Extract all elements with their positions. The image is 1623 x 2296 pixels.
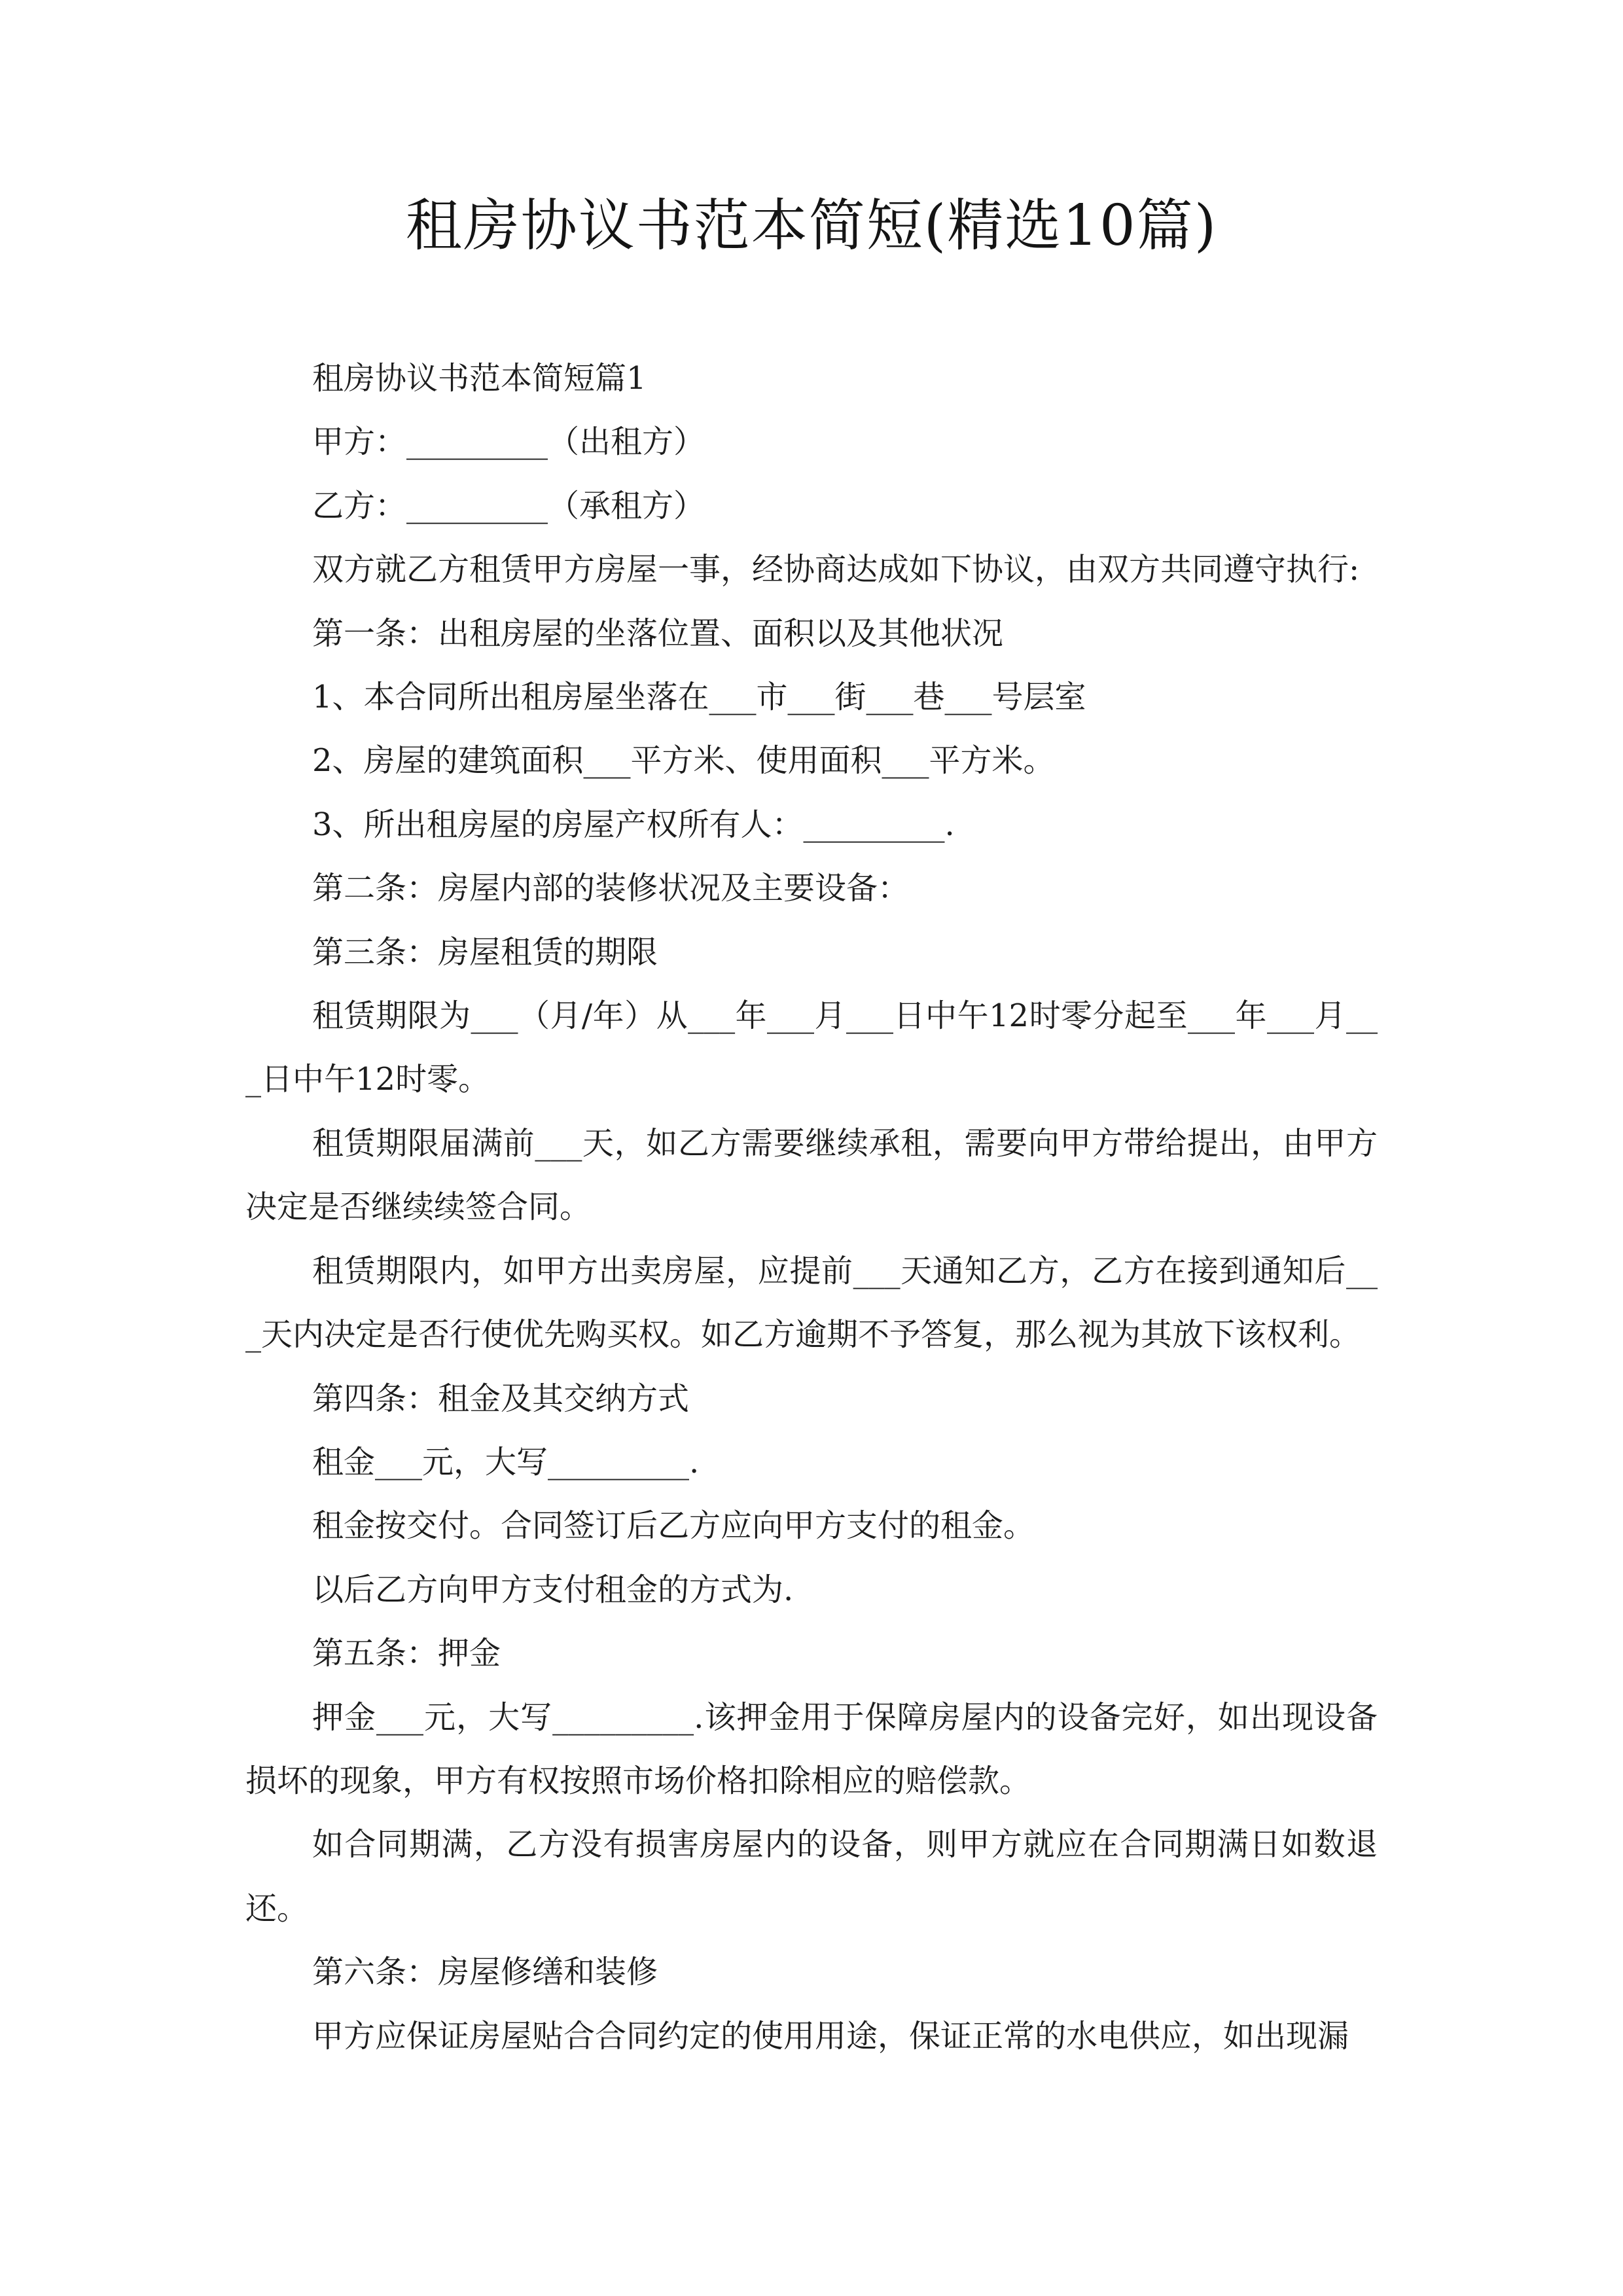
paragraph-party-b: 乙方：_________（承租方）	[312, 487, 705, 524]
document-body	[245, 347, 1378, 2068]
document-title: 租房协议书范本简短(精选10篇)	[405, 193, 1218, 259]
paragraph-article-6-heading: 第六条：房屋修缮和装修	[312, 1954, 658, 1991]
paragraph-rent-method: 以后乙方向甲方支付租金的方式为.	[312, 1571, 794, 1608]
paragraph-lease-renewal: 租赁期限届满前___天，如乙方需要继续承租，需要向甲方带给提出，由甲方决定是否继续续签合同。	[245, 1124, 1378, 1226]
paragraph-deposit-amount: 押金___元，大写_________.该押金用于保障房屋内的设备完好，如出现设备损坏的现象，甲方有权按照市场价格扣除相应的赔偿款。	[245, 1698, 1378, 1799]
paragraph-repairs: 甲方应保证房屋贴合合同约定的使用用途，保证正常的水电供应，如出现漏	[312, 2017, 1349, 2054]
paragraph-rent-amount: 租金___元，大写_________.	[312, 1443, 700, 1480]
paragraph-lease-term: 租赁期限为___（月/年）从___年___月___日中午12时零分起至___年___月___日中午12时零。	[245, 997, 1378, 1098]
paragraph-party-a: 甲方：_________（出租方）	[312, 423, 705, 461]
paragraph-article-1-heading: 第一条：出租房屋的坐落位置、面积以及其他状况	[312, 615, 1004, 652]
paragraph-deposit-return: 如合同期满，乙方没有损害房屋内的设备，则甲方就应在合同期满日如数退还。	[245, 1826, 1378, 1927]
paragraph-article-3-heading: 第三条：房屋租赁的期限	[312, 933, 658, 971]
paragraph-article-1-item-1: 1、本合同所出租房屋坐落在___市___街___巷___号层室	[312, 679, 1086, 716]
paragraph-preamble: 双方就乙方租赁甲方房屋一事，经协商达成如下协议，由双方共同遵守执行:	[312, 551, 1360, 588]
paragraph-rent-payment: 租金按交付。合同签订后乙方应向甲方支付的租金。	[312, 1507, 1035, 1545]
paragraph-article-2-heading: 第二条：房屋内部的装修状况及主要设备：	[312, 870, 910, 907]
paragraph-article-1-item-3: 3、所出租房屋的房屋产权所有人：_________.	[312, 806, 955, 843]
paragraph-article-1-item-2: 2、房屋的建筑面积___平方米、使用面积___平方米。	[312, 742, 1055, 780]
paragraph-preemptive-right: 租赁期限内，如甲方出卖房屋，应提前___天通知乙方，乙方在接到通知后___天内决定是否行使优先购买权。如乙方逾期不予答复，那么视为其放下该权利。	[245, 1252, 1378, 1354]
paragraph-article-5-heading: 第五条：押金	[312, 1635, 501, 1672]
paragraph-subtitle: 租房协议书范本简短篇1	[312, 360, 647, 397]
paragraph-article-4-heading: 第四条：租金及其交纳方式	[312, 1380, 690, 1417]
